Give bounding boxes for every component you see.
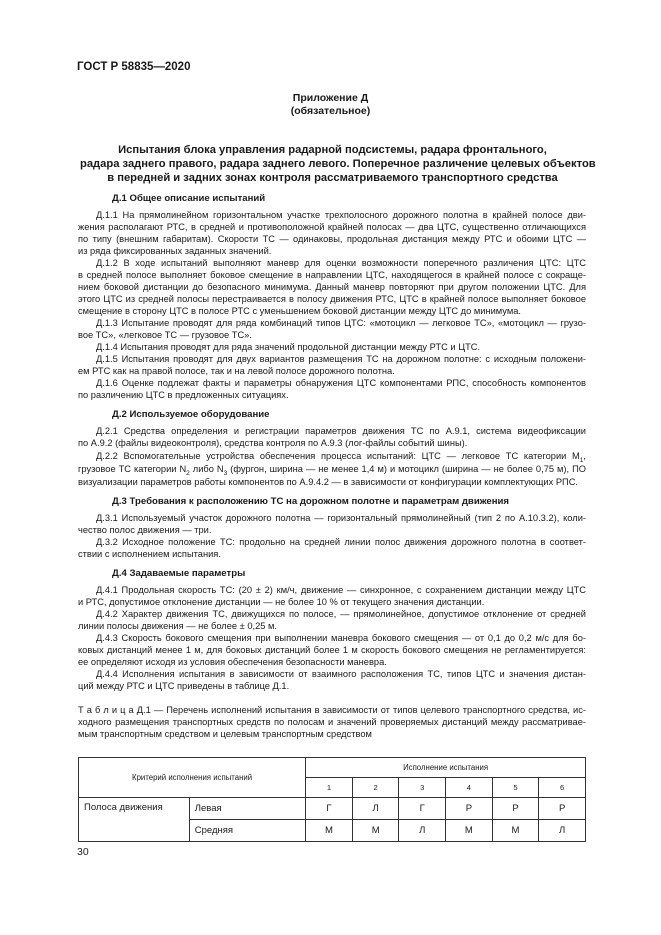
section-heading-d1: Д.1 Общее описание испытаний bbox=[112, 193, 266, 204]
text-line: Д.1.5 Испытания проводят для двух вариантов размещения ТС на дорожном полотне: с исходным положени- bbox=[96, 354, 586, 364]
column-header: 6 bbox=[539, 778, 586, 798]
section-heading-d2: Д.2 Используемое оборудование bbox=[112, 409, 270, 420]
row-group-label: Полоса движения bbox=[79, 798, 190, 842]
text-line: ствии с исполнением испытания. bbox=[78, 549, 221, 559]
appendix-title: Приложение Д bbox=[292, 92, 369, 104]
text-line: жения располагают РТС, в средней и противоположной крайней полосах — два ЦТС, существенно отличающихся bbox=[78, 222, 586, 232]
text-line: Д.1.3 Испытание проводят для ряда комбинаций типов ЦТС: «мотоцикл — легковое ТС», «мотоцикл — грузо- bbox=[96, 318, 586, 328]
text-line: Д.3.2 Исходное положение ТС: продольно на средней линии полос движения дорожного полотна в соответ- bbox=[96, 537, 586, 547]
appendix-status: (обязательное) bbox=[290, 105, 371, 117]
table-cell: Л bbox=[539, 820, 586, 842]
table-row bbox=[79, 798, 586, 820]
table-cell: Г bbox=[306, 798, 353, 820]
table-cell: М bbox=[492, 820, 539, 842]
text-line: ем РТС как на правой полосе, так и на левой полосе дорожного полотна. bbox=[78, 366, 395, 376]
table-caption-line: мым транспортным средством и целевым транспортным средством bbox=[78, 729, 372, 739]
text-line: смещение в сторону ЦТС в полосе РТС с уменьшением боковой дистанции между ЦТС до минимума. bbox=[78, 306, 521, 316]
text-line: по А.9.2 (файлы видеоконтроля), средства контроля по А.9.3 (лог-файлы событий шины). bbox=[78, 438, 468, 448]
section-heading-d3: Д.3 Требования к расположению ТС на дорожном полотне и параметрам движения bbox=[112, 496, 510, 507]
text-line: визуализации параметров работы компонентов по А.9.4.2 — в зависимости от конфигурации комплектующих РПС. bbox=[78, 477, 579, 487]
text-line: Д.1.1 На прямолинейном горизонтальном участке трехполосного дорожного полотна в крайней полосе дви- bbox=[96, 210, 586, 220]
text-line: Д.4.3 Скорость бокового смещения при выполнении маневра бокового смещения — от 0,1 до 0,2 м/с для бо- bbox=[96, 633, 586, 643]
title-line: в передней и задних зонах контроля рассматриваемого транспортного средства bbox=[107, 172, 558, 184]
table-cell: Л bbox=[399, 820, 446, 842]
text-line: грузовое ТС категории $N_2$ либо $N_3$ (фургон, ширина — не менее 1,4 м) и мотоцикл (ширина — не более 0,75 м), ПО bbox=[78, 464, 586, 477]
text-line: из ряда фиксированных заданных значений. bbox=[78, 246, 272, 256]
criterion-header: Критерий исполнения испытаний bbox=[79, 758, 306, 798]
column-header: 3 bbox=[399, 778, 446, 798]
table-d1 bbox=[78, 757, 586, 842]
column-header: 1 bbox=[306, 778, 353, 798]
text-line: нием боковой дистанции до безопасного минимума. Данный маневр повторяют при другом положении ЦТС. Для bbox=[78, 282, 586, 292]
title-line: радара заднего правого, радара заднего левого. Поперечное различение целевых объектов bbox=[80, 158, 596, 170]
column-header: 2 bbox=[352, 778, 399, 798]
variants-header: Исполнение испытания bbox=[306, 758, 586, 778]
text-line: Д.2.1 Средства определения и регистрации параметров движения ТС по А.9.1, система видеофиксации bbox=[96, 426, 586, 436]
table-cell: М bbox=[306, 820, 353, 842]
text-line: Д.1.4 Испытания проводят для ряда значений продольной дистанции между РТС и ЦТС. bbox=[96, 342, 481, 352]
table-cell: М bbox=[446, 820, 493, 842]
text-line: Д.3.1 Используемый участок дорожного полотна — горизонтальный прямолинейный (тип 2 по А.10.3.2), коли- bbox=[96, 513, 586, 523]
text-line: Д.1.2 В ходе испытаний выполняют маневр для оценки возможности поперечного различения ЦТС: ЦТС bbox=[96, 258, 586, 268]
column-header: 5 bbox=[492, 778, 539, 798]
standard-header: ГОСТ Р 58835—2020 bbox=[77, 61, 191, 73]
text-line: Д.4.1 Продольная скорость ТС: (20 ± 2) км/ч, движение — синхронное, с сохранением дистанции между ЦТС bbox=[96, 585, 586, 595]
table-cell: Р bbox=[492, 798, 539, 820]
row-label: Левая bbox=[189, 798, 305, 820]
column-header: 4 bbox=[446, 778, 493, 798]
text-line: по типу (внешним габаритам). Скорости ТС — одинаковы, продольная дистанция между РТС и обоими ЦТС — bbox=[78, 234, 586, 244]
text-line: ковых дистанций менее 1 м, для боковых дистанций более 1 м скорость бокового смещения не регламентируется: bbox=[78, 645, 586, 655]
section-heading-d4: Д.4 Задаваемые параметры bbox=[112, 568, 246, 579]
text-line: вое ТС», «легковое ТС — грузовое ТС». bbox=[78, 330, 252, 340]
text-line: линии полосы движения — не более ± 0,25 м. bbox=[78, 621, 277, 631]
document-title bbox=[80, 143, 596, 185]
text-line: в средней полосе выполняет боковое смещение в направлении ЦТС, находящегося в крайней полосе с сокраще- bbox=[78, 270, 586, 280]
table-caption-line: ходного размещения транспортных средств по полосам и значений проверяемых дистанций между рассматривае- bbox=[78, 717, 586, 727]
text-line: ций между РТС и ЦТС приведены в таблице Д.1. bbox=[78, 681, 290, 691]
text-line: по различению ЦТС в предложенных ситуациях. bbox=[78, 390, 289, 400]
text-line: Д.1.6 Оценке подлежат факты и параметры обнаружения ЦТС компонентами РПС, способность компонентов bbox=[96, 378, 586, 388]
title-line: Испытания блока управления радарной подсистемы, радара фронтального, bbox=[118, 144, 547, 156]
text-line: чество полос движения — три. bbox=[78, 525, 212, 535]
text-line: и РТС, допустимое отклонение дистанции — не более 10 % от текущего значения дистанции. bbox=[78, 597, 485, 607]
text-line: Д.4.2 Характер движения ТС, движущихся по полосе, — прямолинейное, допустимое отклонение от средней bbox=[96, 609, 586, 619]
table-caption-line: Т а б л и ц а Д.1 — Перечень исполнений испытания в зависимости от типов целевого транспортного средства, ис- bbox=[78, 705, 586, 715]
text-line: этого ЦТС из средней полосы перестраивается в полосу движения РТС, ЦТС в крайней полосе выполняет боковое bbox=[78, 294, 586, 304]
text-line: Д.2.2 Вспомогательные устройства обеспечения процесса испытаний: ЦТС — легковое ТС категории $M_1$, bbox=[96, 451, 586, 464]
text-line: Д.4.4 Исполнения испытания в зависимости от взаимного расположения ТС, типов ЦТС и значения дистан- bbox=[96, 669, 586, 679]
text-line: ее определяют исходя из условия обеспечения безопасности маневра. bbox=[78, 657, 387, 667]
row-label: Средняя bbox=[189, 820, 305, 842]
table-cell: Р bbox=[539, 798, 586, 820]
table-cell: Р bbox=[446, 798, 493, 820]
table-cell: М bbox=[352, 820, 399, 842]
table-cell: Г bbox=[399, 798, 446, 820]
page-number: 30 bbox=[77, 846, 89, 858]
table-cell: Л bbox=[352, 798, 399, 820]
